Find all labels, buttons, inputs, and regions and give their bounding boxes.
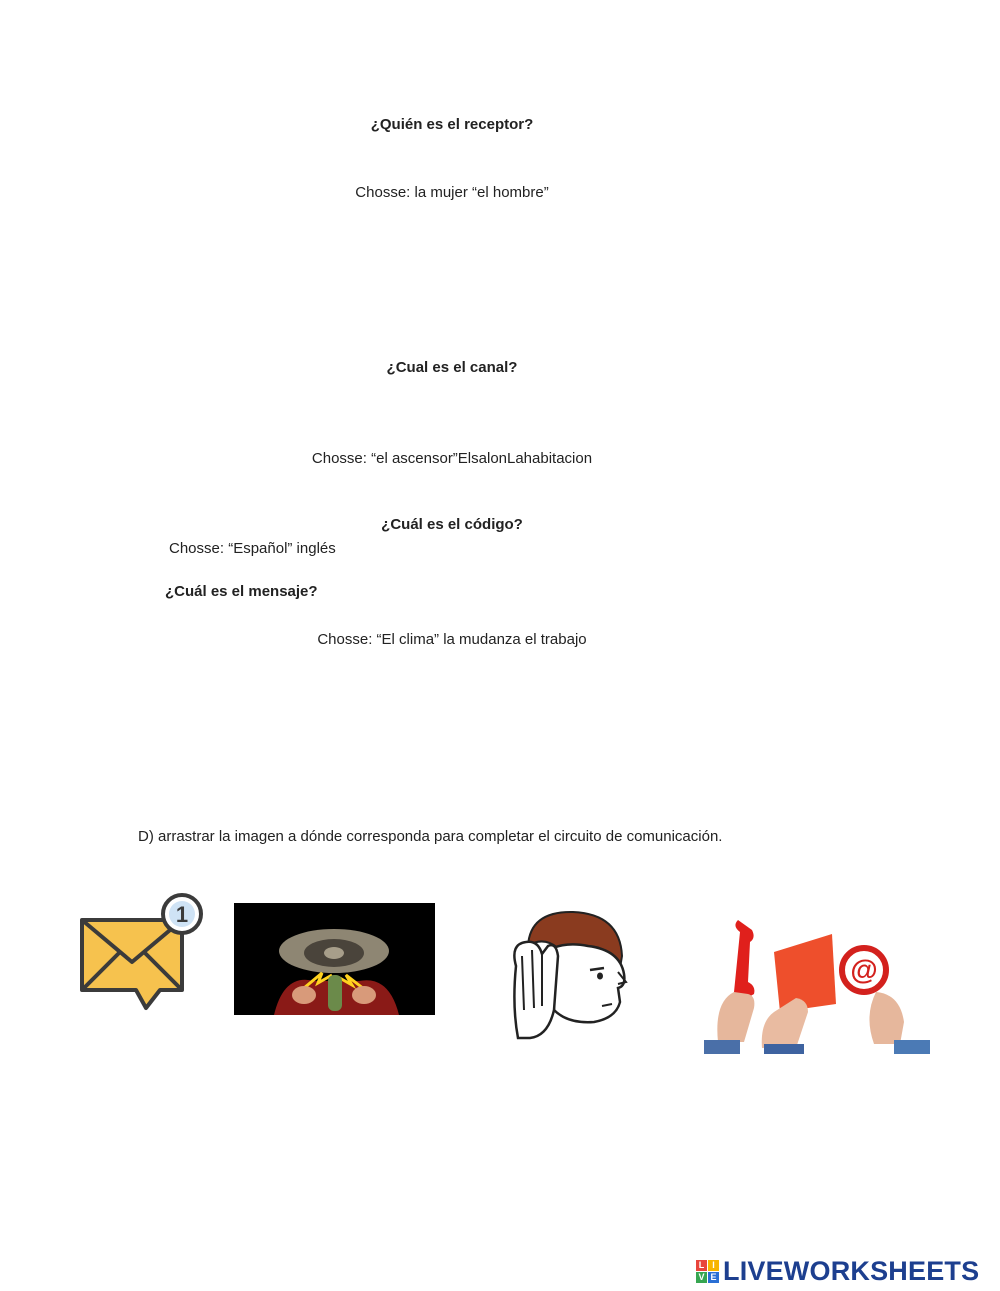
at-symbol: @ (850, 954, 878, 985)
question-canal-choice[interactable]: Chosse: “el ascensor”ElsalonLahabitacion (311, 450, 593, 467)
question-codigo-choice[interactable]: Chosse: “Español” inglés (169, 540, 336, 557)
question-receptor-choice[interactable]: Chosse: la mujer “el hombre” (355, 184, 549, 201)
question-mensaje-choice[interactable]: Chosse: “El clima” la mudanza el trabajo (317, 631, 587, 648)
communication-channels-image[interactable] (704, 912, 930, 1054)
speaker-microphone-image[interactable] (234, 903, 435, 1015)
question-codigo-title: ¿Cuál es el código? (381, 516, 523, 533)
logo-mark-icon: L I V E (696, 1260, 719, 1283)
listening-man-icon[interactable] (508, 906, 633, 1042)
logo-wordmark: LIVEWORKSHEETS (723, 1255, 980, 1286)
question-canal-title: ¿Cual es el canal? (386, 359, 518, 376)
envelope-badge-count: 1 (175, 902, 189, 927)
instruction-text: D) arrastrar la imagen a dónde corresponda para completar el circuito de comunicación. (138, 828, 723, 845)
question-mensaje-title: ¿Cuál es el mensaje? (165, 583, 318, 600)
envelope-notification-icon[interactable] (74, 890, 206, 1012)
question-receptor-title: ¿Quién es el receptor? (370, 116, 534, 133)
liveworksheets-logo (696, 1256, 979, 1286)
